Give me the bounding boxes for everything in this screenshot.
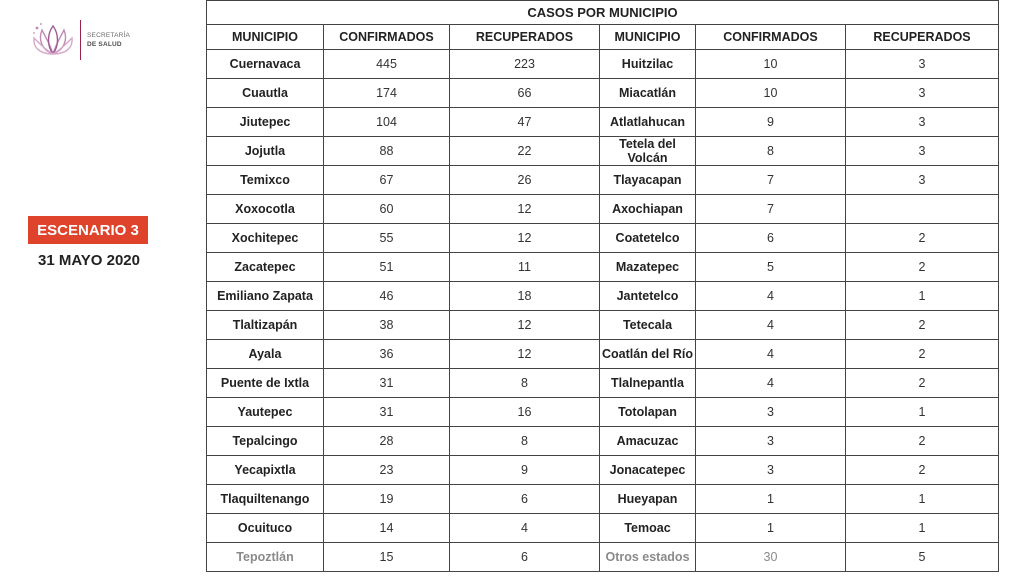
confirmed-count: 36 — [324, 340, 450, 369]
municipality-name: Cuautla — [207, 79, 324, 108]
confirmed-count: 3 — [696, 398, 846, 427]
confirmed-count: 67 — [324, 166, 450, 195]
recovered-count: 6 — [450, 485, 600, 514]
cases-by-municipality-table — [206, 0, 999, 572]
municipality-name: Miacatlán — [600, 79, 696, 108]
recovered-count: 12 — [450, 224, 600, 253]
municipality-name: Tetecala — [600, 311, 696, 340]
municipality-name: Cuernavaca — [207, 50, 324, 79]
recovered-count: 1 — [846, 514, 999, 543]
confirmed-count: 38 — [324, 311, 450, 340]
table-row — [207, 311, 999, 340]
table-row — [207, 456, 999, 485]
confirmed-count: 10 — [696, 50, 846, 79]
logo-line-1: SECRETARÍA — [87, 32, 131, 39]
confirmed-count: 30 — [696, 543, 846, 572]
municipality-name: Tlaquiltenango — [207, 485, 324, 514]
recovered-count: 3 — [846, 79, 999, 108]
recovered-count: 8 — [450, 369, 600, 398]
logo-divider — [80, 20, 81, 60]
confirmed-count: 3 — [696, 427, 846, 456]
municipality-name: Huitzilac — [600, 50, 696, 79]
recovered-count: 3 — [846, 137, 999, 166]
recovered-count: 5 — [846, 543, 999, 572]
municipality-name: Ayala — [207, 340, 324, 369]
recovered-count: 16 — [450, 398, 600, 427]
recovered-count: 223 — [450, 50, 600, 79]
confirmed-count: 3 — [696, 456, 846, 485]
confirmed-count: 31 — [324, 398, 450, 427]
table-row — [207, 195, 999, 224]
municipality-name: Jojutla — [207, 137, 324, 166]
recovered-header-left: RECUPERADOS — [450, 25, 600, 50]
municipality-name: Jonacatepec — [600, 456, 696, 485]
municipality-name: Tetela del Volcán — [600, 137, 696, 166]
recovered-count: 1 — [846, 485, 999, 514]
confirmed-count: 7 — [696, 166, 846, 195]
table-row — [207, 340, 999, 369]
flower-emblem-icon — [30, 20, 76, 60]
confirmed-count: 5 — [696, 253, 846, 282]
confirmed-count: 6 — [696, 224, 846, 253]
confirmed-count: 10 — [696, 79, 846, 108]
report-date: 31 MAYO 2020 — [37, 252, 140, 269]
table-row — [207, 543, 999, 572]
municipality-name: Hueyapan — [600, 485, 696, 514]
confirmed-count: 19 — [324, 485, 450, 514]
confirmed-count: 15 — [324, 543, 450, 572]
confirmed-count: 445 — [324, 50, 450, 79]
confirmed-count: 31 — [324, 369, 450, 398]
municipality-name: Zacatepec — [207, 253, 324, 282]
confirmed-count: 4 — [696, 282, 846, 311]
municipality-name: Ocuituco — [207, 514, 324, 543]
recovered-count: 6 — [450, 543, 600, 572]
recovered-count: 3 — [846, 50, 999, 79]
table-row — [207, 485, 999, 514]
confirmed-count: 1 — [696, 485, 846, 514]
recovered-count: 3 — [846, 166, 999, 195]
confirmed-count: 4 — [696, 340, 846, 369]
recovered-count: 8 — [450, 427, 600, 456]
confirmed-header-left: CONFIRMADOS — [324, 25, 450, 50]
recovered-header-right: RECUPERADOS — [846, 25, 999, 50]
recovered-count: 2 — [846, 340, 999, 369]
recovered-count: 12 — [450, 340, 600, 369]
confirmed-count: 174 — [324, 79, 450, 108]
municipality-name: Tlayacapan — [600, 166, 696, 195]
recovered-count: 2 — [846, 369, 999, 398]
municipality-name: Coatetelco — [600, 224, 696, 253]
recovered-count: 9 — [450, 456, 600, 485]
recovered-count: 11 — [450, 253, 600, 282]
confirmed-count: 1 — [696, 514, 846, 543]
table-row — [207, 137, 999, 166]
table-row — [207, 224, 999, 253]
recovered-count: 22 — [450, 137, 600, 166]
logo-text — [87, 31, 130, 49]
recovered-count: 2 — [846, 253, 999, 282]
confirmed-count: 46 — [324, 282, 450, 311]
municipality-name: Xochitepec — [207, 224, 324, 253]
municipality-name: Yecapixtla — [207, 456, 324, 485]
municipality-name: Mazatepec — [600, 253, 696, 282]
recovered-count: 2 — [846, 427, 999, 456]
municipality-name: Jiutepec — [207, 108, 324, 137]
municipality-name: Coatlán del Río — [600, 340, 696, 369]
municipality-header-right: MUNICIPIO — [600, 25, 696, 50]
recovered-count: 66 — [450, 79, 600, 108]
municipality-name: Jantetelco — [600, 282, 696, 311]
table-title: CASOS POR MUNICIPIO — [207, 1, 999, 25]
recovered-count: 26 — [450, 166, 600, 195]
recovered-count: 47 — [450, 108, 600, 137]
confirmed-count: 23 — [324, 456, 450, 485]
municipality-name: Tepalcingo — [207, 427, 324, 456]
municipality-name: Puente de Ixtla — [207, 369, 324, 398]
confirmed-count: 9 — [696, 108, 846, 137]
table-row — [207, 50, 999, 79]
municipality-name: Tlalnepantla — [600, 369, 696, 398]
recovered-count: 2 — [846, 456, 999, 485]
municipality-name: Amacuzac — [600, 427, 696, 456]
confirmed-count: 7 — [696, 195, 846, 224]
municipality-name: Temixco — [207, 166, 324, 195]
municipality-name: Atlatlahucan — [600, 108, 696, 137]
municipality-name: Tepoztlán — [207, 543, 324, 572]
municipality-name: Xoxocotla — [207, 195, 324, 224]
table-row — [207, 427, 999, 456]
table-row — [207, 253, 999, 282]
recovered-count: 12 — [450, 195, 600, 224]
recovered-count: 4 — [450, 514, 600, 543]
recovered-count — [846, 195, 999, 224]
recovered-count: 1 — [846, 398, 999, 427]
scenario-badge: ESCENARIO 3 — [28, 216, 148, 244]
confirmed-count: 8 — [696, 137, 846, 166]
table-row — [207, 79, 999, 108]
secretaria-de-salud-logo — [30, 12, 160, 68]
municipality-name: Axochiapan — [600, 195, 696, 224]
municipality-header-left: MUNICIPIO — [207, 25, 324, 50]
municipality-name: Totolapan — [600, 398, 696, 427]
confirmed-count: 28 — [324, 427, 450, 456]
table-row — [207, 514, 999, 543]
recovered-count: 3 — [846, 108, 999, 137]
confirmed-count: 51 — [324, 253, 450, 282]
table-row — [207, 108, 999, 137]
municipality-name: Otros estados — [600, 543, 696, 572]
confirmed-count: 55 — [324, 224, 450, 253]
table-row — [207, 398, 999, 427]
recovered-count: 2 — [846, 224, 999, 253]
recovered-count: 2 — [846, 311, 999, 340]
recovered-count: 1 — [846, 282, 999, 311]
logo-line-2: DE SALUD — [87, 41, 122, 48]
confirmed-count: 4 — [696, 311, 846, 340]
confirmed-header-right: CONFIRMADOS — [696, 25, 846, 50]
municipality-name: Yautepec — [207, 398, 324, 427]
cases-table-container — [206, 0, 998, 576]
table-row — [207, 282, 999, 311]
confirmed-count: 60 — [324, 195, 450, 224]
confirmed-count: 88 — [324, 137, 450, 166]
recovered-count: 12 — [450, 311, 600, 340]
municipality-name: Tlaltizapán — [207, 311, 324, 340]
confirmed-count: 104 — [324, 108, 450, 137]
municipality-name: Emiliano Zapata — [207, 282, 324, 311]
table-row — [207, 166, 999, 195]
table-row — [207, 369, 999, 398]
confirmed-count: 14 — [324, 514, 450, 543]
recovered-count: 18 — [450, 282, 600, 311]
confirmed-count: 4 — [696, 369, 846, 398]
municipality-name: Temoac — [600, 514, 696, 543]
